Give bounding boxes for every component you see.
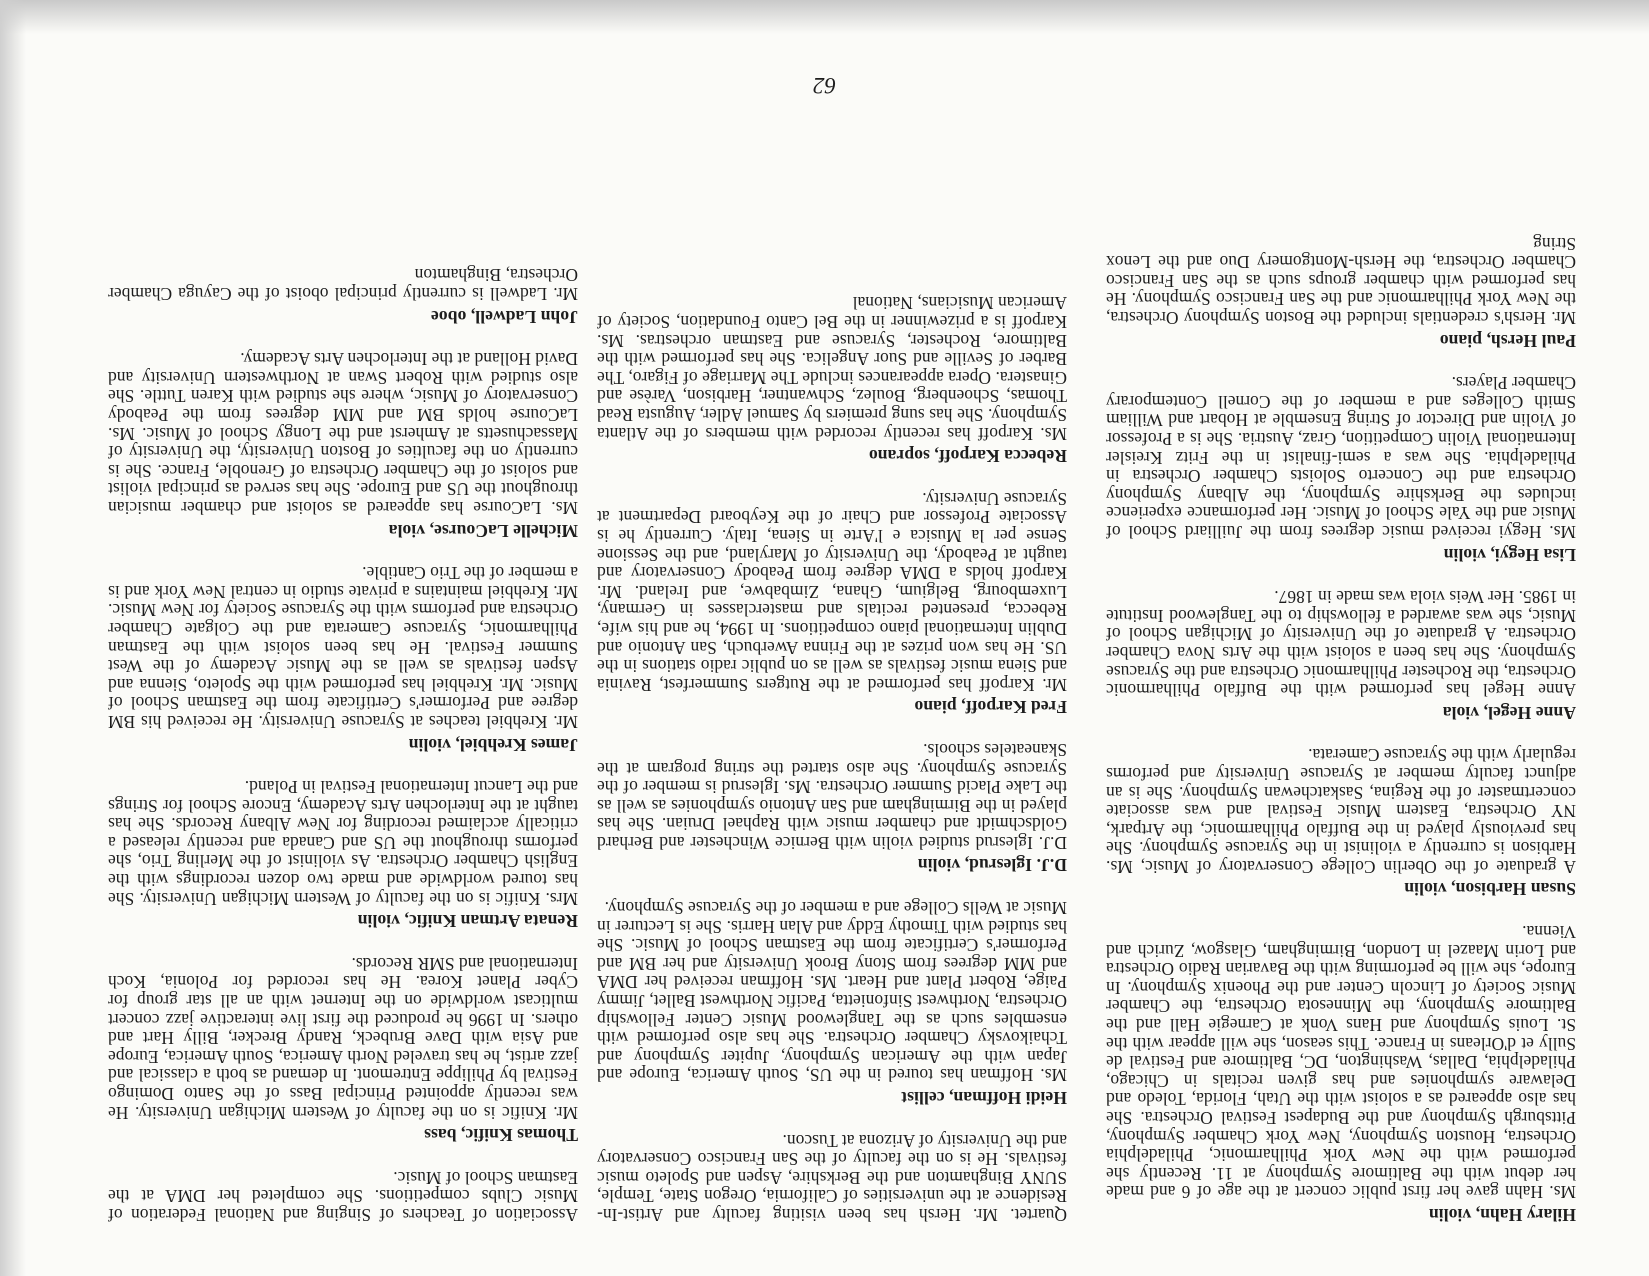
bio-text: Mr. Ladwell is currently principal oboist of the Cayuga Chamber Orchestra, Binghamton: [108, 265, 578, 305]
bio-name: Hilary Hahn, violin: [1428, 1205, 1576, 1225]
bio-entry: [597, 489, 1067, 716]
bio-entry: [1106, 374, 1576, 564]
bio-name: Lisa Hegyi, violin: [1443, 544, 1576, 565]
bio-text: Ms. Hegyi received music degrees from the Juilliard School of Music and the Yale School of Music. Her performance experience includes the Berkshire Symphony, the Albany Symphony Orchestra and the Concerto Soloists Chamber Orchestra in Philadelphia. She was a semi-finalist in the Fritz Kreisler International Violin Competition, Graz, Austria. She is a Professor of Violin and Director of String Ensemble at Hobart and William Smith Colleges and a member of the Cornell Contemporary Chamber Players.: [1106, 373, 1576, 542]
bio-name: Paul Hersh, piano: [1439, 330, 1576, 351]
bio-name: Rebecca Karpoff, soprano: [868, 446, 1067, 467]
bio-text: Mr. Krehbiel teaches at Syracuse University. He received his BM degree and Performer's Certificate from the Eastman School of Music. Mr. Krehbiel has performed with the Spoleto, Sienna and Aspen festivals as well as the Music Academy of the West Summer Festival. He has been soloist with the Eastman Philharmonic, Syracuse Camerata and the Colgate Chamber Orchestra and performs with the Syracuse Society for New Music. Mr. Krehbiel maintains a private studio in central New York and is a member of the Trio Cantible.: [108, 563, 578, 732]
text-column-1: [1106, 210, 1576, 1224]
bio-text: Mr. Knific is on the faculty of Western Michigan University. He was recently appointed Principal Bass of the Santo Domingo Festival by Philippe Entremont. In demand as both a classical and jazz artist, he has traveled North America, South America, Europe and Asia with Dave Brubeck, Randy Brecker, Billy Hart and others. In 1996 he produced the first live interactive jazz concert multicast worldwide on the Internet with an all star group for Cyber Planet Korea. He has recorded for Polonia, Koch International and SMR Records.: [108, 953, 578, 1123]
bio-name: Heidi Hoffman, cellist: [901, 1088, 1067, 1109]
bio-entry: [108, 350, 578, 540]
bio-text: A graduate of the Oberlin College Conservatory of Music, Ms. Harbison is currently a violinist in the Syracuse Symphony. She has previously played in the Buffalo Philharmonic, the Artpark, NY Orchestra, Eastern Music Festival and was associate concertmaster of the Regina, Saskatchewan Symphony. She is an adjunct faculty member at Syracuse University and performs regularly with the Syracuse Camerata.: [1106, 745, 1576, 877]
page-number: 62: [813, 73, 836, 98]
bio-text: Ms. LaCourse has appeared as soloist and chamber musician throughout the US and Europe. She has served as principal violist and soloist of the Chamber Orchestra of Grenoble, France. She is currently on the faculties of Boston University, the University of Massachusetts at Amherst and the Longy School of Music. Ms. LaCourse holds BM and MM degrees from the Peabody Conservatory of Music, where she studied with Karen Tuttle. She also studied with Robert Swan at Northwestern University and David Holland at the Interlochen Arts Academy.: [108, 349, 578, 518]
bio-text: Association of Teachers of Singing and National Federation of Music Clubs competitions. She completed her DMA at the Eastman School of Music.: [108, 1167, 578, 1225]
bio-entry: [1106, 588, 1576, 722]
bio-text: Ms. Karpoff has recently recorded with members of the Atlanta Symphony. She has sung premiers by Samuel Adler, Augusta Read Thomas, Schoenberg, Boulez, Schwantner, Harbison, Varèse and Ginastera. Opera appearances include The Marriage of Figaro, The Barber of Seville and Suor Angelica. She has performed with the Baltimore, Rochester, Syracuse and Eastman orchestras. Ms. Karpoff is a prizewinner in the Bel Canto Foundation, Society of American Musicians, National: [597, 293, 1067, 444]
text-column-3: [108, 242, 578, 1224]
bio-text: D.J. Iglesrud studied violin with Bernice Winchester and Berhard Goldschmidt and chamber music with Raphael Druian. She has played in the Birmingham and San Antonio symphonies as well as the Lake Placid Summer Orchestra. Ms. Iglesrud is member of the Syracuse Symphony. She also started the string program at the Skaneateles schools.: [597, 739, 1067, 853]
text-column-2: [597, 270, 1067, 1224]
bio-entry: [1106, 234, 1576, 350]
bio-name: Renata Artman Knific, violin: [357, 911, 578, 932]
bio-text: Mr. Hersh's credentials included the Boston Symphony Orchestra, the New York Philharmonic and the San Francisco Symphony. He has performed with chamber groups such as the San Francisco Chamber Orchestra, the Hersh-Montgomery Duo and the Lenox String: [1106, 233, 1576, 329]
bio-entry: [108, 778, 578, 931]
bio-text: Ms. Hoffman has toured in the US, South America, Europe and Japan with the American Symphony, Jupiter Symphony and Tchaikovsky Chamber Orchestra. She has also performed with ensembles such as the Tanglewood Music Center Fellowship Orchestra, Northwest Sinfonietta, Pacific Northwest Ballet, Jimmy Paige, Robert Plant and Heart. Ms. Hoffman received her DMA and MM degrees from Stony Brook University and her BM and Performer's Certificate from the Eastman School of Music. She has studied with Timothy Eddy and Alan Harris. She is Lecturer in Music at Wells College and a member of the Syracuse Symphony.: [597, 898, 1067, 1086]
bio-entry: [597, 740, 1067, 874]
bio-name: Susan Harbison, violin: [1404, 879, 1576, 900]
bio-entry: [597, 899, 1067, 1108]
bio-text: Quartet. Mr. Hersh has been visiting faculty and Artist-In-Residence at the universities of California, Oregon State, Temple, SUNY Binghamton and the Berkshire, Aspen and Spoleto music festivals. He is on the faculty of the San Francisco Conservatory and the University of Arizona at Tuscon.: [597, 1130, 1067, 1225]
bio-text: Mr. Karpoff has performed at the Rutgers Summerfest, Ravinia and Siena music festivals as well as on public radio stations in the US. He has won prizes at the Frinna Awerbuch, San Antonio and Dublin International piano competitions. In 1994, he and his wife, Rebecca, presented recitals and masterclasses in Germany, Luxembourg, Belgium, Ghana, Zimbabwe, and Ireland. Mr. Karpoff holds a DMA degree from Peabody Conservatory and taught at Peabody, the University of Maryland, and the Sessione Sense per la Musica e l'Arte in Siena, Italy. Currently he is Associate Professor and Chair of the Keyboard Department at Syracuse University.: [597, 488, 1067, 695]
bio-continuation: [597, 1131, 1067, 1224]
bio-text: Anne Hegel has performed with the Buffalo Philharmonic Orchestra, the Rochester Philharmonic Orchestra and the Syracuse Symphony. She has been a soloist with the Arts Nova Chamber Orchestra. A graduate of the University of Michigan School of Music, she was awarded a fellowship to the Tanglewood Institute in 1985. Her Weis viola was made in 1867.: [1106, 587, 1576, 701]
bio-entry: [108, 266, 578, 326]
bio-name: Fred Karpoff, piano: [914, 697, 1067, 718]
bio-entry: [1106, 923, 1576, 1225]
bio-continuation: [108, 1168, 578, 1224]
bio-name: D.J. Iglesrud, violin: [917, 855, 1067, 876]
bio-name: James Krehbiel, violin: [408, 734, 578, 755]
bio-text: Ms. Hahn gave her first public concert at the age of 6 and made her debut with the Baltimore Symphony at 11. Recently she performed with the New York Philharmonic, Philadelphia Orchestra, Houston Symphony, New York Chamber Symphony, Pittsburgh Symphony and the Budapest Festival Orchestra. She has also appeared as a soloist with the Utah, Florida, Toledo and Delaware symphonies and has given recitals in Chicago, Philadelphia, Dallas, Washington, DC, Baltimore and Festival de Sully et d'Orleans in France. This season, she will appear with the St. Louis Symphony and Hans Vonk at Carnegie Hall and the Baltimore Symphony, the Minnesota Orchestra, the Chamber Music Society of Lincoln Center and the Phoenix Symphony. In Europe, she will be performing with the Bavarian Radio Orchestra and Lorin Maazel in London, Birmingham, Glasgow, Zurich and Vienna.: [1106, 922, 1576, 1203]
bio-entry: [1106, 746, 1576, 899]
bio-entry: [108, 564, 578, 754]
bio-name: Michelle LaCourse, viola: [388, 520, 578, 541]
bio-name: Thomas Knific, bass: [424, 1125, 578, 1146]
bio-entry: [108, 954, 578, 1144]
bio-name: Anne Hegel, viola: [1442, 702, 1576, 723]
bio-text: Mrs. Knific is on the faculty of Western Michigan University. She has toured worldwide and made two dozen recordings with the English Chamber Orchestra. As violinist of the Merling Trio, she performs throughout the US and Canada and recently released a critically acclaimed recording for New Albany Records. She has taught at the Interlochen Arts Academy, Encore School for Strings and the Lancut International Festival in Poland.: [108, 777, 578, 909]
bio-name: John Ladwell, oboe: [430, 306, 578, 327]
bio-entry: [597, 294, 1067, 465]
